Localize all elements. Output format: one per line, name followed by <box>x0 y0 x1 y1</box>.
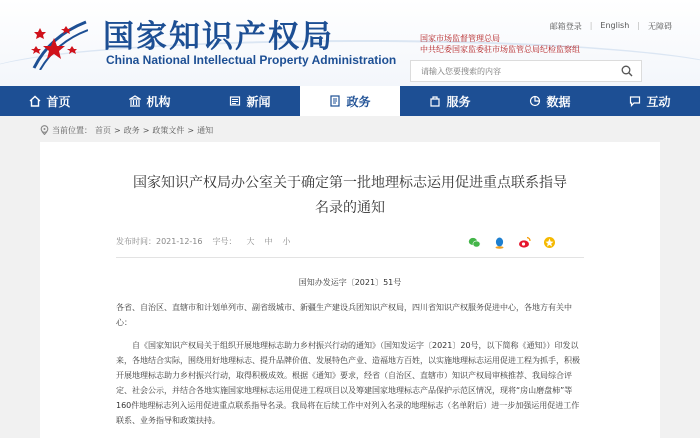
nav-item-service[interactable] <box>400 86 500 116</box>
font-size-label: 字号： <box>212 237 237 246</box>
nav-item-label: 首页 <box>46 94 71 109</box>
search-box <box>410 60 642 82</box>
building-icon <box>129 95 141 107</box>
mail-login-link[interactable]: 邮箱登录 <box>549 22 582 31</box>
article-title-line2: 名录的通知 <box>315 200 385 216</box>
breadcrumb-separator: > <box>114 125 121 135</box>
nav-item-label: 服务 <box>446 94 471 109</box>
breadcrumb-government[interactable]: 政务 <box>123 125 140 135</box>
article-meta <box>116 236 291 247</box>
chat-icon <box>629 95 641 107</box>
main-nav <box>0 86 700 116</box>
nav-item-home[interactable] <box>0 86 100 116</box>
nav-item-government[interactable] <box>300 86 400 116</box>
org-link-samr[interactable]: 国家市场监督管理总局 <box>420 34 500 43</box>
nav-item-interaction[interactable] <box>600 86 700 116</box>
top-links <box>550 21 672 32</box>
nav-item-news[interactable] <box>200 86 300 116</box>
site-title-cn[interactable]: 国家知识产权局 <box>103 19 334 55</box>
chart-icon <box>529 95 541 107</box>
breadcrumb-notice[interactable]: 通知 <box>197 125 214 135</box>
nav-item-organization[interactable] <box>100 86 200 116</box>
divider <box>116 257 584 258</box>
stars-emblem-icon[interactable] <box>30 16 88 70</box>
breadcrumb-prefix: 当前位置： <box>52 125 92 135</box>
search-button[interactable] <box>613 61 641 81</box>
link-separator: | <box>637 21 640 30</box>
nav-item-label: 政务 <box>346 94 371 109</box>
org-link-discipline[interactable]: 中共纪委国家监委驻市场监管总局纪检监察组 <box>420 45 580 54</box>
document-number: 国知办发运字〔2021〕51号 <box>298 278 402 287</box>
article-panel <box>40 142 660 438</box>
accessibility-link[interactable]: 无障碍 <box>648 22 672 31</box>
english-link[interactable]: English <box>600 21 630 30</box>
search-icon <box>621 65 633 77</box>
nav-item-label: 新闻 <box>246 94 271 109</box>
wechat-icon[interactable] <box>468 234 481 247</box>
news-icon <box>229 95 241 107</box>
article-paragraph-1: 各省、自治区、直辖市和计划单列市、副省级城市、新疆生产建设兵团知识产权局，四川省知识产权服务促进中心，各地方有关中心： <box>116 303 572 327</box>
font-size-large[interactable]: 大 <box>246 237 255 246</box>
site-title-en[interactable]: China National Intellectual Property Administration <box>106 53 397 67</box>
breadcrumb <box>40 121 213 139</box>
home-icon <box>29 95 41 107</box>
weibo-icon[interactable] <box>518 234 531 247</box>
nav-item-data[interactable] <box>500 86 600 116</box>
publish-time: 发布时间：2021-12-16 <box>116 237 203 246</box>
service-icon <box>429 95 441 107</box>
article-paragraph-2: 自《国家知识产权局关于组织开展地理标志助力乡村振兴行动的通知》（国知发运字〔2021〕20号，以下简称《通知》）印发以来，各地结合实际，围绕用好地理标志、提升品牌价值、发展特色产业、造福地方百姓，以实施地理标志运用促进工程为抓手，积极开展地理标志助力乡村振兴行动，取得积极成效。根据《通知》要求，经省（自治区、直辖市）知识产权局审核推荐、我局综合评定、社会公示，并结合各地实施国家地理标志运用促进工程项目以及筹建国家地理标志产品保护示范区情况，现将“房山磨盘柿”等160件地理标志列入运用促进重点联系指导名录。我局将在后续工作中对列入名录的地理标志（名单附后）进一步加强运用促进工作联系、业务指导和政策扶持。 <box>116 341 580 425</box>
link-separator: | <box>589 21 593 30</box>
breadcrumb-separator: > <box>187 125 195 135</box>
nav-item-label: 数据 <box>546 94 571 109</box>
qq-icon[interactable] <box>493 234 506 247</box>
share-bar <box>468 234 556 247</box>
breadcrumb-policy[interactable]: 政策文件 <box>152 125 185 135</box>
location-pin-icon <box>40 125 49 135</box>
article-title-line1: 国家知识产权局办公室关于确定第一批地理标志运用促进重点联系指导 <box>133 175 567 191</box>
qzone-icon[interactable] <box>543 234 556 247</box>
nav-item-label: 机构 <box>146 94 171 109</box>
document-icon <box>329 95 341 107</box>
site-header <box>0 0 700 86</box>
search-input[interactable] <box>411 61 611 81</box>
nav-item-label: 互动 <box>646 94 671 109</box>
breadcrumb-home[interactable]: 首页 <box>95 125 111 135</box>
breadcrumb-separator: > <box>142 125 150 135</box>
font-size-medium[interactable]: 中 <box>264 237 273 246</box>
font-size-small[interactable]: 小 <box>282 237 291 246</box>
